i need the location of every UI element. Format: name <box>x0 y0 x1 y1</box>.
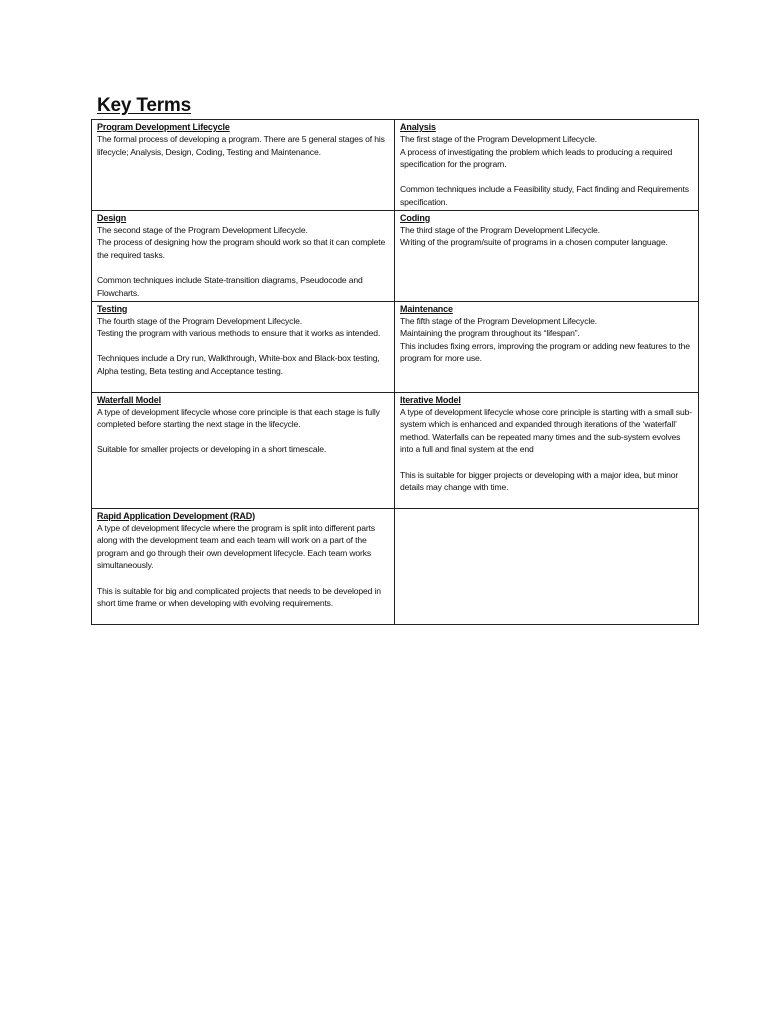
page-title: Key Terms <box>97 95 191 116</box>
term-description: A type of development lifecycle where the program is split into different parts along with the development team and each team will work on a part of the program and go through their own development lifecycle. Each team works simultaneously. <box>97 522 375 571</box>
term-description: The second stage of the Program Development Lifecycle. The process of designing how the program should work so that it can complete the required tasks. <box>97 224 386 260</box>
term-description: The first stage of the Program Development Lifecycle. A process of investigating the problem which leads to producing a required specification for the program. <box>400 134 673 170</box>
term-cell-waterfall-model <box>92 392 395 508</box>
term-description: The fourth stage of the Program Development Lifecycle. Testing the program with various methods to ensure that it works as intended. <box>97 315 381 339</box>
table-row <box>92 508 699 624</box>
term-title: Design <box>97 212 127 223</box>
term-cell-design <box>92 210 395 301</box>
term-description: The fifth stage of the Program Development Lifecycle. Maintaining the program throughout its “lifespan”. This includes fixing errors, improving the program or adding new features to the program for more use. <box>400 315 690 364</box>
term-description: A type of development lifecycle whose core principle is that each stage is fully completed before starting the next stage in the lifecycle. <box>97 406 380 430</box>
term-title: Maintenance <box>400 303 453 314</box>
term-title: Program Development Lifecycle <box>97 122 230 132</box>
empty-cell <box>395 508 699 624</box>
term-title: Iterative Model <box>400 394 461 405</box>
term-note: Common techniques include State-transition diagrams, Pseudocode and Flowcharts. <box>97 274 363 298</box>
term-note: Suitable for smaller projects or developing in a short timescale. <box>97 444 327 455</box>
term-cell-coding <box>395 210 699 301</box>
table-row <box>92 210 699 301</box>
table-row <box>92 301 699 392</box>
key-terms-table <box>91 119 699 625</box>
term-cell-program-development-lifecycle <box>92 120 395 211</box>
term-title: Testing <box>97 303 128 314</box>
term-cell-maintenance <box>395 301 699 392</box>
term-title: Waterfall Model <box>97 394 161 405</box>
term-note: Common techniques include a Feasibility study, Fact finding and Requirements specification. <box>400 184 689 207</box>
term-description: The formal process of developing a program. There are 5 general stages of his lifecycle; Analysis, Design, Coding, Testing and Maintenance. <box>97 134 385 157</box>
term-note: This is suitable for bigger projects or developing with a major idea, but minor details may change with time. <box>400 469 679 493</box>
term-description: A type of development lifecycle whose core principle is starting with a small sub-system which is enhanced and expanded through iterations of the ‘waterfall’ method. Waterfalls can be repeated many times and the sub-system evolves into a full and final system at the end <box>400 406 692 455</box>
term-note: Techniques include a Dry run, Walkthrough, White-box and Black-box testing, Alpha testing, Beta testing and Acceptance testing. <box>97 353 380 376</box>
term-description: The third stage of the Program Development Lifecycle. Writing of the program/suite of programs in a chosen computer language. <box>400 224 668 248</box>
term-cell-analysis <box>395 120 699 211</box>
table-row <box>92 120 699 211</box>
term-cell-iterative-model <box>395 392 699 508</box>
term-title: Coding <box>400 212 431 223</box>
term-cell-testing <box>92 301 395 392</box>
term-note: This is suitable for big and complicated projects that needs to be developed in short time frame or when developing with evolving requirements. <box>97 585 381 609</box>
term-title: Analysis <box>400 122 436 132</box>
term-cell-rapid-application-development <box>92 508 395 624</box>
term-title: Rapid Application Development (RAD) <box>97 510 255 521</box>
table-row <box>92 392 699 508</box>
